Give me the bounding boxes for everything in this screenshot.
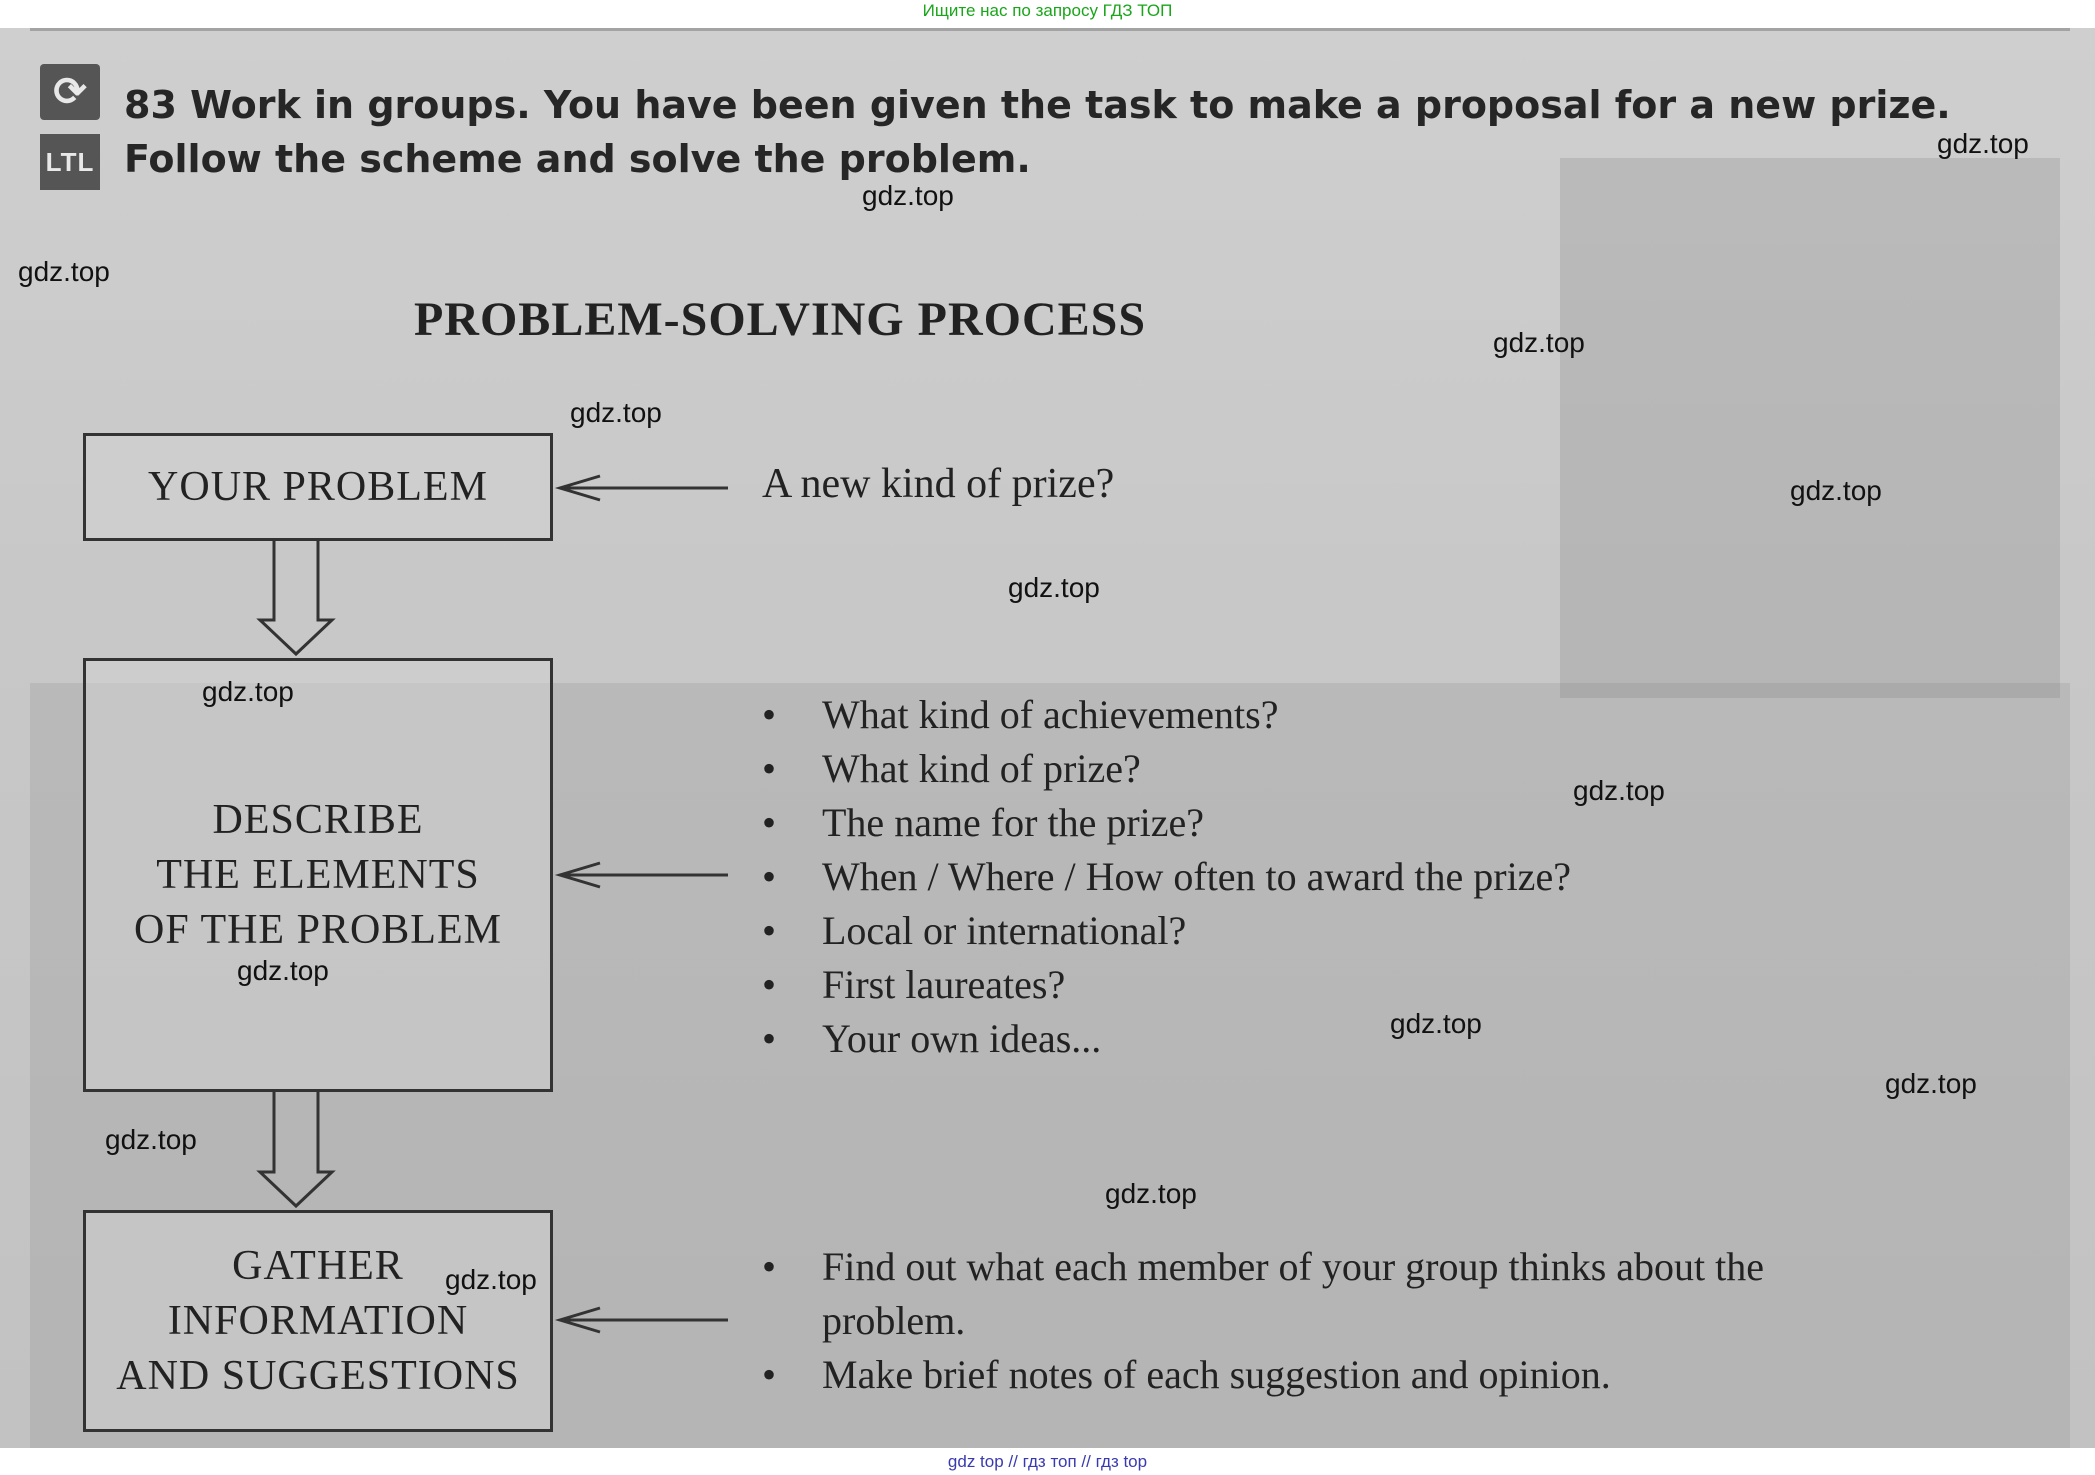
list-item: • Your own ideas... [762,1012,1571,1066]
watermark: gdz.top [105,1124,197,1155]
watermark: gdz.top [1573,775,1665,806]
watermark: gdz.top [862,180,954,211]
bottom-banner: gdz top // гдз топ // гдз top [0,1448,2095,1475]
box-line: DESCRIBE [212,796,424,843]
cycle-arrows-icon: ⟳ [40,64,100,120]
box-line: THE ELEMENTS [156,851,480,898]
box-line: INFORMATION [167,1297,469,1344]
watermark: gdz.top [1008,572,1100,603]
watermark: gdz.top [1885,1068,1977,1099]
watermark: gdz.top [445,1264,537,1295]
exercise-instruction: 83 Work in groups. You have been given the task to make a proposal for a new prize. Follow the scheme and solve the problem. [124,83,1951,181]
watermark: gdz.top [202,676,294,707]
step-box-gather-information [83,1210,553,1432]
box-line: AND SUGGESTIONS [116,1352,520,1399]
list-item: • When / Where / How often to award the prize? [762,850,1571,904]
list-item: • What kind of achievements? [762,688,1571,742]
list-item: • First laureates? [762,958,1571,1012]
box-line: OF THE PROBLEM [134,906,502,953]
gather-steps-list [762,1240,1912,1402]
list-item: • Local or international? [762,904,1571,958]
problem-answer: A new kind of prize? [762,461,1115,507]
step-box-describe-elements [83,658,553,1092]
list-item: • What kind of prize? [762,742,1571,796]
watermark: gdz.top [1493,327,1585,358]
watermark: gdz.top [237,955,329,986]
list-item: • Find out what each member of your group thinks about the problem. [762,1240,1912,1348]
down-arrow-2 [260,1092,332,1206]
box-line: GATHER [232,1242,404,1289]
watermark: gdz.top [1390,1008,1482,1039]
step-box-your-problem [83,433,553,541]
top-banner: Ищите нас по запросу ГДЗ ТОП [0,0,2095,28]
down-arrow-1 [260,541,332,654]
list-item: • The name for the prize? [762,796,1571,850]
watermark: gdz.top [1790,475,1882,506]
ltl-badge: LTL [40,134,100,190]
list-item: • Make brief notes of each suggestion and opinion. [762,1348,1912,1402]
diagram-title: PROBLEM-SOLVING PROCESS [413,293,1147,346]
watermark: gdz.top [570,397,662,428]
watermark: gdz.top [1105,1178,1197,1209]
watermark: gdz.top [1937,128,2029,159]
box-line: YOUR PROBLEM [148,463,488,510]
watermark: gdz.top [18,256,110,287]
